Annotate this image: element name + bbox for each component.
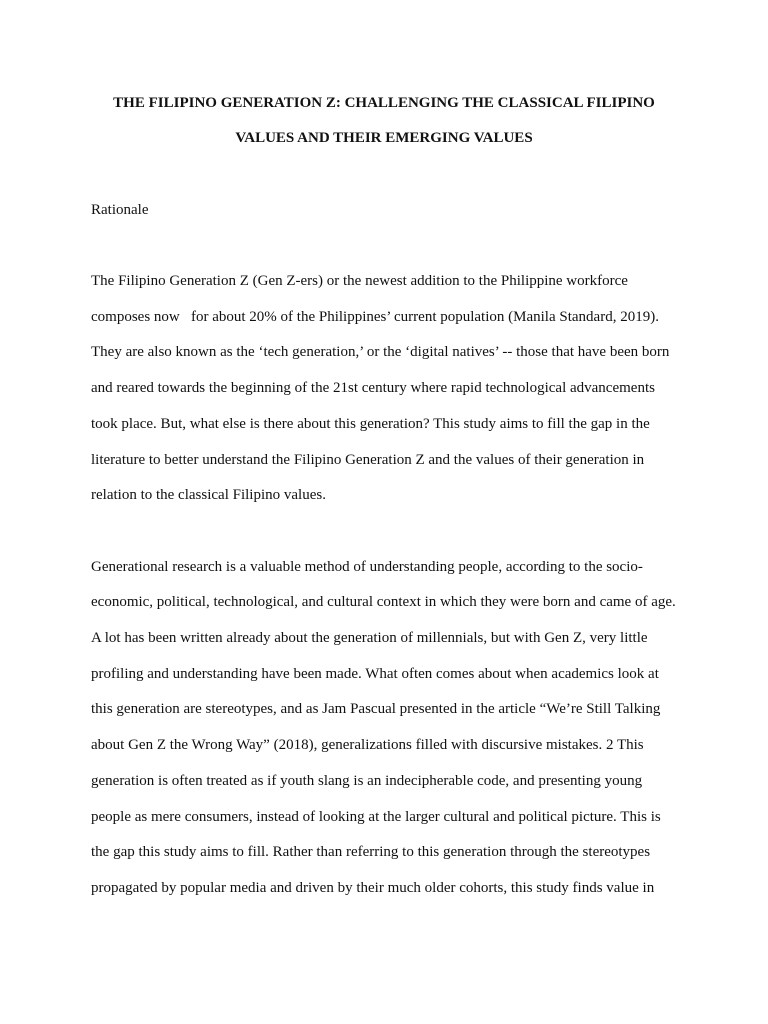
paragraph-line: They are also known as the ‘tech generation,’ or the ‘digital natives’ -- those that have been born <box>91 344 670 360</box>
paragraph-line: profiling and understanding have been made. What often comes about when academics look at <box>91 666 659 682</box>
section-heading: Rationale <box>91 202 149 218</box>
paragraph-line: this generation are stereotypes, and as Jam Pascual presented in the article “We’re Still Talking <box>91 701 661 717</box>
paragraph-line: and reared towards the beginning of the 21st century where rapid technological advancements <box>91 380 655 396</box>
paragraph-line: literature to better understand the Filipino Generation Z and the values of their generation in <box>91 452 645 468</box>
paragraph-line: about Gen Z the Wrong Way” (2018), generalizations filled with discursive mistakes. 2 This <box>91 737 644 753</box>
paragraph-line: The Filipino Generation Z (Gen Z-ers) or the newest addition to the Philippine workforce <box>91 273 628 289</box>
paragraph-line: relation to the classical Filipino values. <box>91 487 326 503</box>
document-title-line-1: THE FILIPINO GENERATION Z: CHALLENGING THE CLASSICAL FILIPINO <box>113 95 655 111</box>
paragraph-line: generation is often treated as if youth slang is an indecipherable code, and presenting young <box>91 773 643 789</box>
paragraph-line: A lot has been written already about the generation of millennials, but with Gen Z, very little <box>91 630 648 646</box>
paragraph-line: economic, political, technological, and cultural context in which they were born and came of age. <box>91 594 676 610</box>
document-title-line-2: VALUES AND THEIR EMERGING VALUES <box>235 130 533 146</box>
paragraph-line: composes now for about 20% of the Philippines’ current population (Manila Standard, 2019). <box>91 309 659 325</box>
paragraph-line: the gap this study aims to fill. Rather than referring to this generation through the stereotypes <box>91 844 651 860</box>
paragraph-line: propagated by popular media and driven by their much older cohorts, this study finds value in <box>91 880 655 896</box>
paragraph-line: took place. But, what else is there about this generation? This study aims to fill the gap in the <box>91 416 650 432</box>
paragraph-line: people as mere consumers, instead of looking at the larger cultural and political picture. This is <box>91 809 661 825</box>
paragraph-line: Generational research is a valuable method of understanding people, according to the socio- <box>91 559 643 575</box>
